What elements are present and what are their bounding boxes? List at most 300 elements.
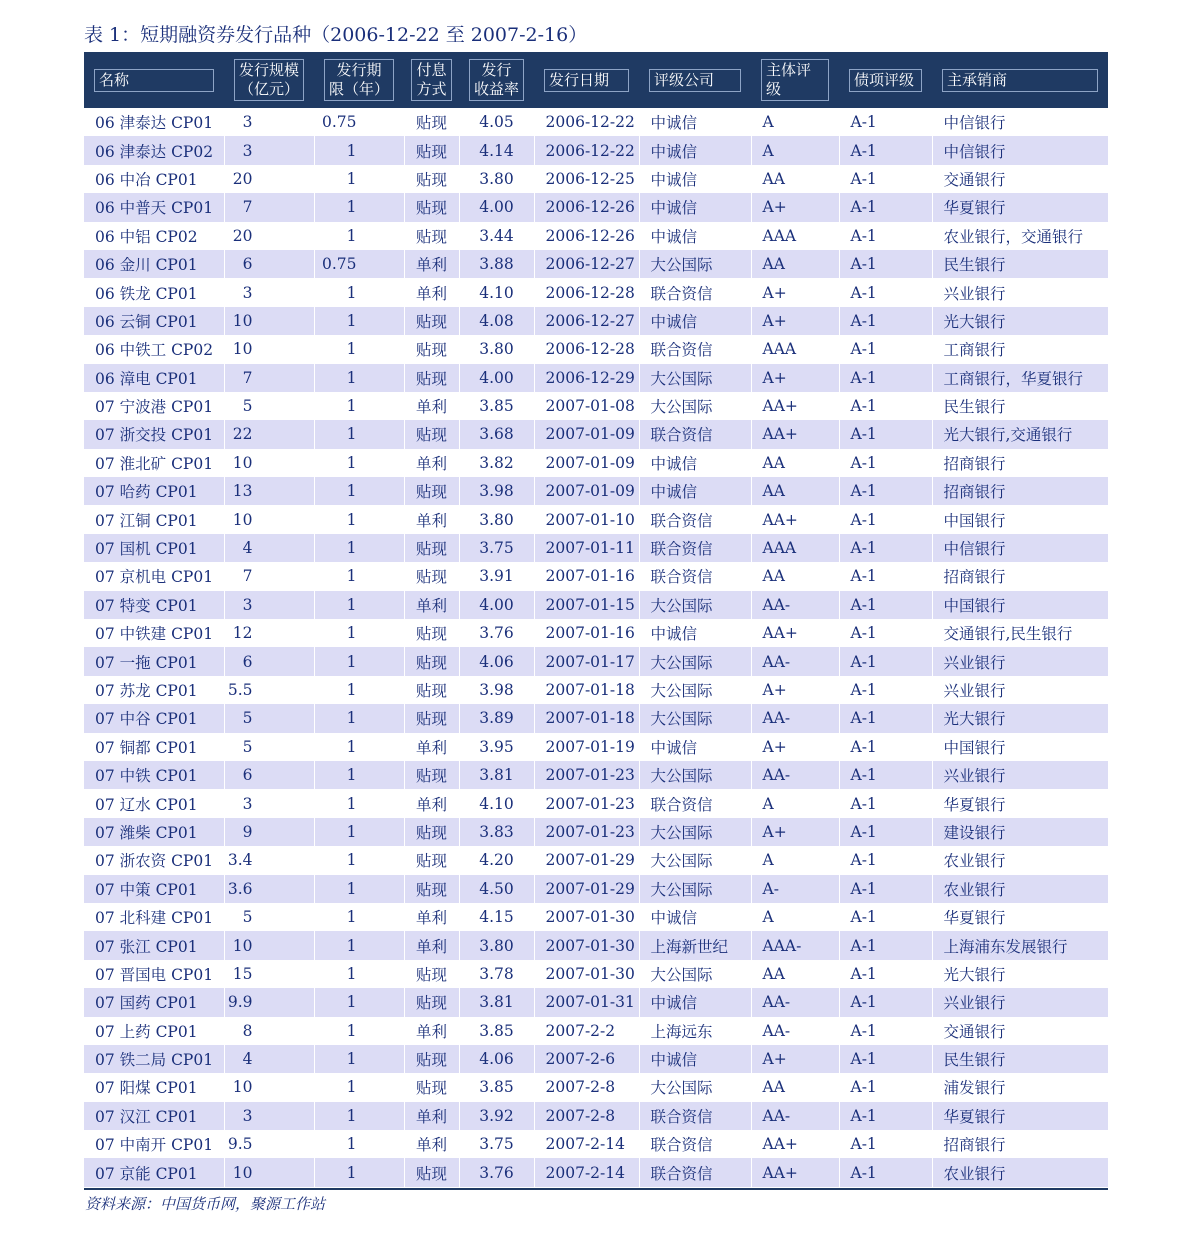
cell-yield: 4.06 [459,647,534,675]
table-row [84,449,1108,477]
cell-payment-method: 贴现 [404,875,459,903]
cell-issue-date: 2007-2-14 [534,1158,639,1186]
cell-issue-size: 12 [224,619,314,647]
cell-issuer-rating: A+ [751,818,839,846]
cell-bond-rating: A-1 [839,903,932,931]
cell-issuer-rating: A [751,108,839,136]
cell-underwriter: 农业银行，交通银行 [943,227,1084,246]
header-label: 付息 [416,61,447,79]
cell-issue-size: 3 [224,789,314,817]
cell-bond-rating: A-1 [839,108,932,136]
cell-term: 1 [314,505,404,533]
cell-issue-size: 5.5 [224,676,314,704]
cell-issue-date: 2007-01-09 [534,477,639,505]
cell-term: 0.75 [314,250,404,278]
cell-payment-method: 贴现 [404,761,459,789]
cell-rating-agency: 大公国际 [639,647,751,675]
cell-underwriter: 交通银行 [943,170,1006,189]
cell-underwriter: 工商银行 [943,341,1006,360]
table-row [84,846,1108,874]
cell-term: 1 [314,392,404,420]
cell-payment-method: 贴现 [404,477,459,505]
table-row [84,619,1108,647]
cell-rating-agency: 中诚信 [639,477,751,505]
table-row [84,704,1108,732]
cell-name: 06 云铜 CP01 [84,307,224,335]
cell-bond-rating: A-1 [839,307,932,335]
table-row [84,250,1108,278]
cell-issue-size: 3 [224,136,314,164]
table-row [84,875,1108,903]
cell-bond-rating: A-1 [839,818,932,846]
header-label: 方式 [416,80,447,98]
table-row [84,307,1108,335]
cell-issue-date: 2007-01-23 [534,761,639,789]
header-label: 债项评级 [854,70,915,89]
cell-term: 1 [314,846,404,874]
cell-name: 07 苏龙 CP01 [84,676,224,704]
cell-term: 1 [314,960,404,988]
cell-issuer-rating: AA- [751,647,839,675]
cell-bond-rating: A-1 [839,846,932,874]
cell-payment-method: 单利 [404,250,459,278]
cell-term: 1 [314,988,404,1016]
cell-issue-date: 2007-01-08 [534,392,639,420]
cell-issuer-rating: A [751,903,839,931]
cell-payment-method: 单利 [404,449,459,477]
cell-underwriter: 工商银行，华夏银行 [932,364,1108,392]
cell-bond-rating: A-1 [839,392,932,420]
table-header [84,52,1108,108]
cell-bond-rating: A-1 [839,364,932,392]
cell-yield: 4.00 [459,591,534,619]
cell-issue-size: 15 [224,960,314,988]
cell-rating-agency: 中诚信 [639,619,751,647]
cell-issuer-rating: AAA [751,335,839,363]
cell-issuer-rating: A+ [751,1045,839,1073]
cell-underwriter: 农业银行 [943,852,1006,871]
cell-issuer-rating: AA [751,562,839,590]
cell-rating-agency: 大公国际 [639,846,751,874]
cell-payment-method: 贴现 [404,307,459,335]
cell-term: 1 [314,818,404,846]
header-rating-agency [639,52,751,108]
cell-issue-date: 2007-2-6 [534,1045,639,1073]
cell-term: 1 [314,193,404,221]
table-bottom-rule [84,1188,1108,1190]
cell-name: 07 国药 CP01 [84,988,224,1016]
header-row [84,52,1108,108]
cell-rating-agency: 联合资信 [639,420,751,448]
header-label-box [324,59,394,101]
cell-issue-date: 2007-01-09 [534,420,639,448]
header-label-box [234,59,304,101]
cell-bond-rating: A-1 [839,136,932,164]
cell-issue-date: 2007-01-23 [534,789,639,817]
cell-issue-date: 2007-01-29 [534,875,639,903]
cell-yield: 3.81 [459,988,534,1016]
cell-name: 07 中谷 CP01 [84,704,224,732]
cell-name: 07 江铜 CP01 [84,505,224,533]
cell-underwriter: 兴业银行 [932,647,1108,675]
table-row [84,1130,1108,1158]
cell-underwriter: 兴业银行 [943,284,1006,303]
cell-payment-method: 贴现 [404,222,459,250]
cell-payment-method: 贴现 [404,704,459,732]
table-row [84,1017,1108,1045]
cell-payment-method: 贴现 [404,647,459,675]
cell-yield: 3.68 [459,420,534,448]
cell-yield: 4.00 [459,193,534,221]
cell-issuer-rating: AA- [751,1017,839,1045]
cell-yield: 3.81 [459,761,534,789]
cell-name: 07 铜都 CP01 [84,733,224,761]
cell-issue-size: 20 [224,165,314,193]
cell-yield: 3.98 [459,676,534,704]
cell-bond-rating: A-1 [839,534,932,562]
cell-name: 07 京机电 CP01 [84,562,224,590]
header-payment-method [404,52,459,108]
cell-name: 07 中铁 CP01 [84,761,224,789]
cell-bond-rating: A-1 [839,1017,932,1045]
table-row [84,1045,1108,1073]
table-row [84,477,1108,505]
cell-issuer-rating: AA- [751,704,839,732]
cell-bond-rating: A-1 [839,619,932,647]
cell-issuer-rating: AA- [751,591,839,619]
header-name [84,52,224,108]
cell-issue-size: 3 [224,591,314,619]
cell-yield: 3.75 [459,534,534,562]
header-label-box [411,59,451,101]
cell-payment-method: 贴现 [404,818,459,846]
cell-bond-rating: A-1 [839,335,932,363]
cell-name: 07 特变 CP01 [84,591,224,619]
cell-name: 07 汉江 CP01 [84,1102,224,1130]
cell-rating-agency: 联合资信 [639,505,751,533]
header-label: 主承销商 [947,70,1008,89]
header-label: 评级公司 [654,70,715,89]
cell-underwriter: 招商银行 [943,454,1006,473]
cell-bond-rating: A-1 [839,1158,932,1186]
cell-issue-date: 2007-01-16 [534,619,639,647]
table-row [84,591,1108,619]
cell-underwriter: 中国银行 [943,511,1006,530]
cell-bond-rating: A-1 [839,477,932,505]
cell-rating-agency: 中诚信 [639,733,751,761]
cell-payment-method: 贴现 [404,165,459,193]
cell-issue-size: 5 [224,903,314,931]
cell-payment-method: 贴现 [404,193,459,221]
cell-underwriter: 华夏银行 [943,909,1006,928]
cell-payment-method: 单利 [404,789,459,817]
cell-issue-size: 3.4 [224,846,314,874]
cell-name: 07 铁二局 CP01 [84,1045,224,1073]
cell-bond-rating: A-1 [839,250,932,278]
cell-payment-method: 单利 [404,733,459,761]
cell-term: 1 [314,1130,404,1158]
cell-payment-method: 单利 [404,591,459,619]
header-label: 发行期 [336,61,382,79]
table-row [84,562,1108,590]
cell-issue-date: 2006-12-27 [534,307,639,335]
cell-issue-size: 9 [224,818,314,846]
cell-name: 07 国机 CP01 [84,534,224,562]
cell-payment-method: 单利 [404,1017,459,1045]
header-label-box [94,69,214,92]
cell-issue-date: 2007-01-17 [534,647,639,675]
cell-name: 06 津泰达 CP01 [84,108,224,136]
cell-issue-date: 2006-12-27 [534,250,639,278]
table-row [84,1102,1108,1130]
cell-bond-rating: A-1 [839,562,932,590]
cell-payment-method: 单利 [404,505,459,533]
cell-term: 1 [314,562,404,590]
cell-issuer-rating: A+ [751,278,839,306]
cell-yield: 3.95 [459,733,534,761]
cell-payment-method: 单利 [404,278,459,306]
cell-term: 1 [314,364,404,392]
cell-name: 06 中冶 CP01 [84,165,224,193]
cell-rating-agency: 大公国际 [639,875,751,903]
cell-bond-rating: A-1 [839,988,932,1016]
cell-issue-date: 2006-12-22 [534,136,639,164]
cell-bond-rating: A-1 [839,591,932,619]
cell-issuer-rating: AA [751,165,839,193]
table-title: 表 1：短期融资券发行品种（2006-12-22 至 2007-2-16） [84,24,588,46]
cell-name: 07 中铁建 CP01 [84,619,224,647]
cell-issuer-rating: A+ [751,193,839,221]
cell-underwriter: 农业银行 [932,1158,1108,1186]
cell-yield: 3.80 [459,335,534,363]
cell-underwriter: 光大银行 [932,704,1108,732]
cell-underwriter: 光大银行 [943,965,1006,984]
cell-issue-size: 6 [224,647,314,675]
cell-issue-size: 13 [224,477,314,505]
cell-issuer-rating: AA+ [751,505,839,533]
cell-issue-date: 2007-01-11 [534,534,639,562]
header-bond-rating [839,52,932,108]
bond-issuance-table [84,52,1108,1187]
table-row [84,392,1108,420]
cell-term: 1 [314,136,404,164]
cell-rating-agency: 中诚信 [639,222,751,250]
table-row [84,903,1108,931]
cell-yield: 3.98 [459,477,534,505]
cell-payment-method: 贴现 [404,1045,459,1073]
cell-underwriter: 民生银行 [932,1045,1108,1073]
cell-rating-agency: 中诚信 [639,193,751,221]
cell-yield: 3.85 [459,1017,534,1045]
cell-underwriter: 交通银行,民生银行 [943,625,1073,644]
cell-bond-rating: A-1 [839,1130,932,1158]
cell-issue-date: 2007-2-8 [534,1073,639,1101]
cell-issue-date: 2007-01-15 [534,591,639,619]
header-label: 发行 [481,61,512,79]
cell-issuer-rating: AA [751,960,839,988]
cell-rating-agency: 联合资信 [639,278,751,306]
cell-issuer-rating: A [751,789,839,817]
cell-issue-size: 10 [224,449,314,477]
cell-issue-size: 4 [224,534,314,562]
cell-name: 07 一拖 CP01 [84,647,224,675]
cell-underwriter: 华夏银行 [943,795,1006,814]
cell-term: 1 [314,1102,404,1130]
cell-yield: 4.00 [459,364,534,392]
cell-yield: 4.08 [459,307,534,335]
cell-term: 1 [314,619,404,647]
cell-payment-method: 单利 [404,1102,459,1130]
cell-underwriter: 中信银行 [932,534,1108,562]
cell-bond-rating: A-1 [839,278,932,306]
cell-issuer-rating: AA+ [751,420,839,448]
cell-issue-size: 10 [224,1073,314,1101]
cell-payment-method: 贴现 [404,108,459,136]
cell-yield: 3.80 [459,505,534,533]
cell-name: 06 中铝 CP02 [84,222,224,250]
cell-payment-method: 单利 [404,1130,459,1158]
cell-rating-agency: 联合资信 [639,335,751,363]
cell-rating-agency: 大公国际 [639,392,751,420]
cell-issuer-rating: AA+ [751,619,839,647]
cell-yield: 3.85 [459,392,534,420]
cell-rating-agency: 联合资信 [639,1102,751,1130]
cell-payment-method: 贴现 [404,619,459,647]
header-label-box [942,69,1098,92]
cell-issuer-rating: AA- [751,1102,839,1130]
cell-name: 07 哈药 CP01 [84,477,224,505]
table-row [84,534,1108,562]
cell-yield: 3.75 [459,1130,534,1158]
cell-bond-rating: A-1 [839,1045,932,1073]
cell-payment-method: 贴现 [404,534,459,562]
cell-underwriter: 兴业银行 [932,988,1108,1016]
cell-issue-size: 5 [224,733,314,761]
cell-underwriter: 光大银行,交通银行 [932,420,1108,448]
cell-issue-date: 2007-01-29 [534,846,639,874]
table-row [84,818,1108,846]
cell-name: 06 津泰达 CP02 [84,136,224,164]
table-row [84,278,1108,306]
cell-bond-rating: A-1 [839,505,932,533]
cell-payment-method: 贴现 [404,1158,459,1186]
cell-name: 07 浙农资 CP01 [84,846,224,874]
cell-issue-size: 7 [224,193,314,221]
cell-payment-method: 单利 [404,931,459,959]
cell-underwriter: 浦发银行 [943,1079,1006,1098]
cell-rating-agency: 中诚信 [639,136,751,164]
cell-rating-agency: 中诚信 [639,449,751,477]
cell-rating-agency: 联合资信 [639,1130,751,1158]
cell-underwriter: 上海浦东发展银行 [932,931,1108,959]
cell-term: 1 [314,1017,404,1045]
header-label-box [544,69,629,92]
table-row [84,335,1108,363]
cell-rating-agency: 中诚信 [639,988,751,1016]
cell-underwriter: 民生银行 [943,398,1006,417]
cell-yield: 3.89 [459,704,534,732]
cell-yield: 3.91 [459,562,534,590]
cell-issuer-rating: A+ [751,733,839,761]
cell-issuer-rating: AA [751,250,839,278]
cell-name: 07 潍柴 CP01 [84,818,224,846]
cell-issuer-rating: AAA [751,222,839,250]
cell-issue-date: 2006-12-28 [534,335,639,363]
cell-rating-agency: 中诚信 [639,307,751,335]
cell-issue-size: 5 [224,392,314,420]
header-label: 限（年） [328,80,389,98]
cell-rating-agency: 大公国际 [639,704,751,732]
cell-issue-date: 2007-2-8 [534,1102,639,1130]
cell-underwriter: 招商银行 [943,1136,1006,1155]
cell-term: 1 [314,1045,404,1073]
cell-issuer-rating: A+ [751,364,839,392]
cell-term: 1 [314,761,404,789]
cell-name: 07 中策 CP01 [84,875,224,903]
header-label: 名称 [99,70,130,89]
cell-underwriter: 光大银行 [932,307,1108,335]
cell-underwriter: 中信银行 [932,136,1108,164]
cell-name: 07 晋国电 CP01 [84,960,224,988]
header-underwriter [932,52,1108,108]
cell-issue-date: 2007-2-14 [534,1130,639,1158]
cell-bond-rating: A-1 [839,1073,932,1101]
cell-rating-agency: 联合资信 [639,534,751,562]
cell-issue-size: 3 [224,1102,314,1130]
cell-yield: 3.78 [459,960,534,988]
cell-yield: 4.10 [459,789,534,817]
cell-payment-method: 贴现 [404,136,459,164]
cell-yield: 3.83 [459,818,534,846]
table-row [84,364,1108,392]
cell-payment-method: 贴现 [404,420,459,448]
cell-name: 07 京能 CP01 [84,1158,224,1186]
cell-underwriter: 农业银行 [932,875,1108,903]
cell-payment-method: 贴现 [404,335,459,363]
cell-underwriter: 招商银行 [943,568,1006,587]
cell-rating-agency: 大公国际 [639,591,751,619]
cell-issuer-rating: AA [751,1073,839,1101]
cell-name: 07 上药 CP01 [84,1017,224,1045]
cell-issue-size: 3.6 [224,875,314,903]
cell-issue-size: 22 [224,420,314,448]
cell-term: 1 [314,676,404,704]
header-label: 主体评级 [766,61,812,98]
cell-issue-size: 5 [224,704,314,732]
cell-issue-size: 20 [224,222,314,250]
cell-issue-size: 9.9 [224,988,314,1016]
cell-yield: 3.88 [459,250,534,278]
cell-term: 1 [314,222,404,250]
cell-term: 1 [314,1073,404,1101]
cell-name: 06 铁龙 CP01 [84,278,224,306]
cell-underwriter: 兴业银行 [943,682,1006,700]
header-yield [459,52,534,108]
cell-name: 07 阳煤 CP01 [84,1073,224,1101]
cell-name: 07 淮北矿 CP01 [84,449,224,477]
cell-issue-size: 7 [224,562,314,590]
cell-name: 06 漳电 CP01 [84,364,224,392]
table-row [84,108,1108,136]
table-row [84,193,1108,221]
cell-rating-agency: 中诚信 [639,165,751,193]
cell-yield: 3.92 [459,1102,534,1130]
cell-underwriter: 招商银行 [932,477,1108,505]
table-row [84,789,1108,817]
cell-rating-agency: 大公国际 [639,250,751,278]
cell-yield: 4.06 [459,1045,534,1073]
cell-name: 07 宁波港 CP01 [84,392,224,420]
